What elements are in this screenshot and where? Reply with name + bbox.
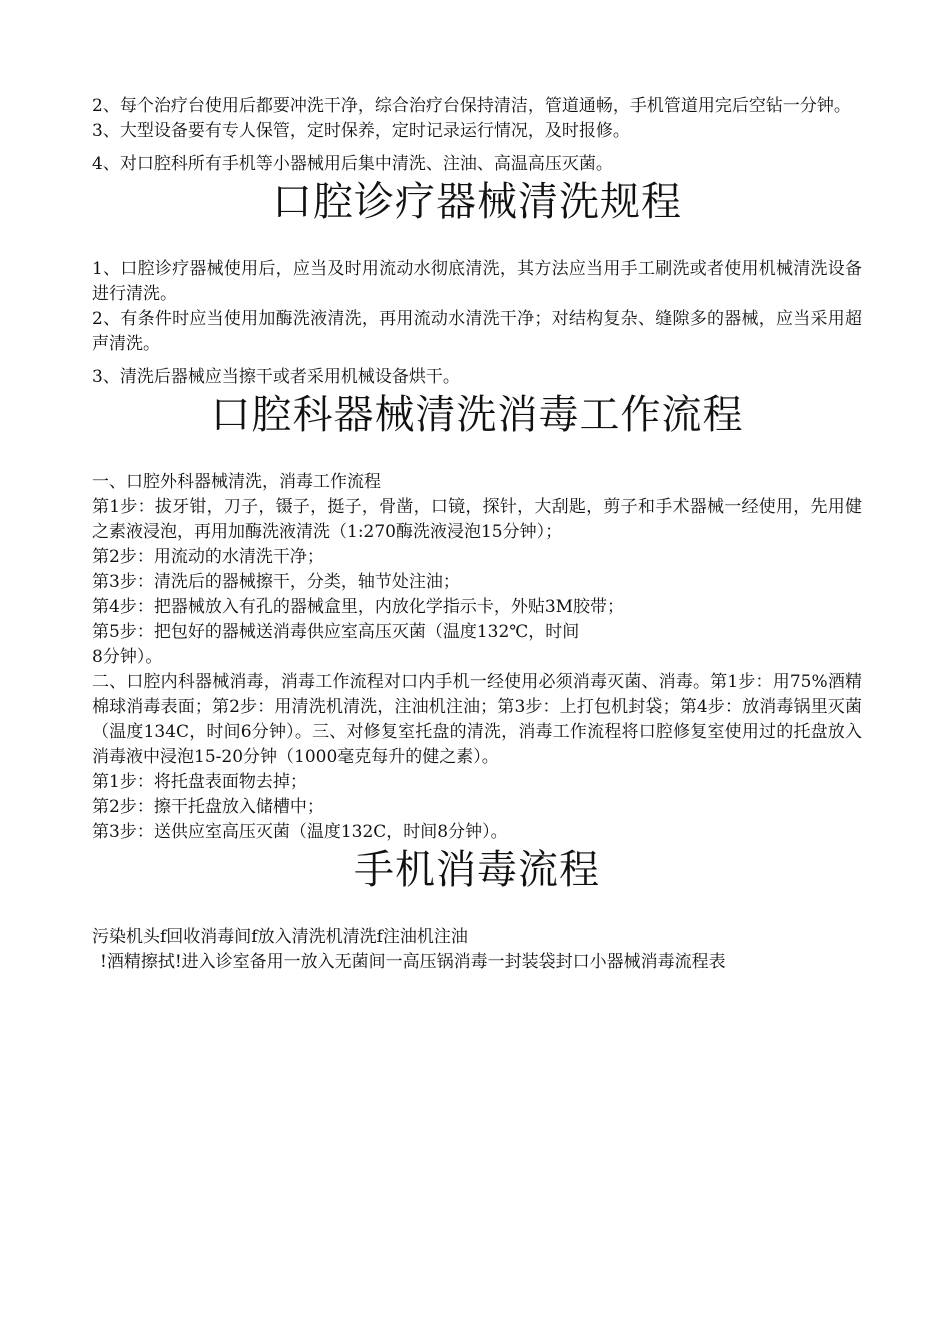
tray-step-3: 第3步：送供应室高压灭菌（温度132C，时间8分钟）。 (92, 822, 508, 842)
tray-step-2: 第2步：擦干托盘放入储槽中； (92, 797, 324, 817)
handpiece-flow-line-1: 污染机头f回收消毒间f放入清洗机清洗f注油机注油 (92, 927, 468, 947)
rule-item-3: 3、大型设备要有专人保管，定时保养，定时记录运行情况，及时报修。 (92, 121, 630, 141)
rule-item-4: 4、对口腔科所有手机等小器械用后集中清洗、注油、高温高压灭菌。 (92, 154, 613, 174)
workflow-step-5: 第5步：把包好的器械送消毒供应室高压灭菌（温度132℃，时间 (92, 622, 580, 642)
tray-step-1: 第1步：将托盘表面物去掉； (92, 772, 307, 792)
document-page (92, 94, 862, 975)
workflow-step-2: 第2步：用流动的水清洗干净； (92, 547, 324, 567)
workflow-heading-surgery: 一、口腔外科器械清洗，消毒工作流程 (92, 472, 381, 492)
workflow-internal-and-prosthetic: 二、口腔内科器械消毒，消毒工作流程对口内手机一经使用必须消毒灭菌、消毒。第1步：用75%酒精棉球消毒表面；第2步：用清洗机清洗，注油机注油；第3步：上打包机封袋；第4步：放消毒锅里灭菌（温度134C，时间6分钟）。三、对修复室托盘的清洗，消毒工作流程将口腔修复室使用过的托盘放入消毒液中浸泡15-20分钟（1000毫克每升的健之素）。 (92, 672, 862, 767)
workflow-step-4: 第4步：把器械放入有孔的器械盒里，内放化学指示卡，外贴3M胶带； (92, 597, 625, 617)
section-title-cleaning-rules: 口腔诊疗器械清洗规程 (272, 179, 682, 225)
cleaning-rule-1: 1、口腔诊疗器械使用后，应当及时用流动水彻底清洗，其方法应当用手工刷洗或者使用机械清洗设备进行清洗。 (92, 259, 862, 304)
section-title-disinfection-workflow: 口腔科器械清洗消毒工作流程 (210, 392, 744, 438)
handpiece-flow-line-2: !酒精擦拭!进入诊室备用一放入无菌间一高压锅消毒一封装袋封口小器械消毒流程表 (100, 952, 726, 972)
cleaning-rule-2: 2、有条件时应当使用加酶洗液清洗，再用流动水清洗干净；对结构复杂、缝隙多的器械，应当采用超声清洗。 (92, 309, 862, 354)
workflow-step-5-cont: 8分钟）。 (92, 647, 163, 667)
workflow-step-3: 第3步：清洗后的器械擦干，分类，轴节处注油； (92, 572, 460, 592)
cleaning-rule-3: 3、清洗后器械应当擦干或者采用机械设备烘干。 (92, 367, 460, 387)
section-title-handpiece-disinfection: 手机消毒流程 (354, 847, 600, 893)
workflow-step-1: 第1步：拔牙钳，刀子，镊子，挺子，骨凿，口镜，探针，大刮匙，剪子和手术器械一经使用，先用健之素液浸泡，再用加酶洗液清洗（1:270酶洗液浸泡15分钟）； (92, 497, 862, 542)
rule-item-2: 2、每个治疗台使用后都要冲洗干净，综合治疗台保持清洁，管道通畅，手机管道用完后空钻一分钟。 (92, 96, 851, 116)
